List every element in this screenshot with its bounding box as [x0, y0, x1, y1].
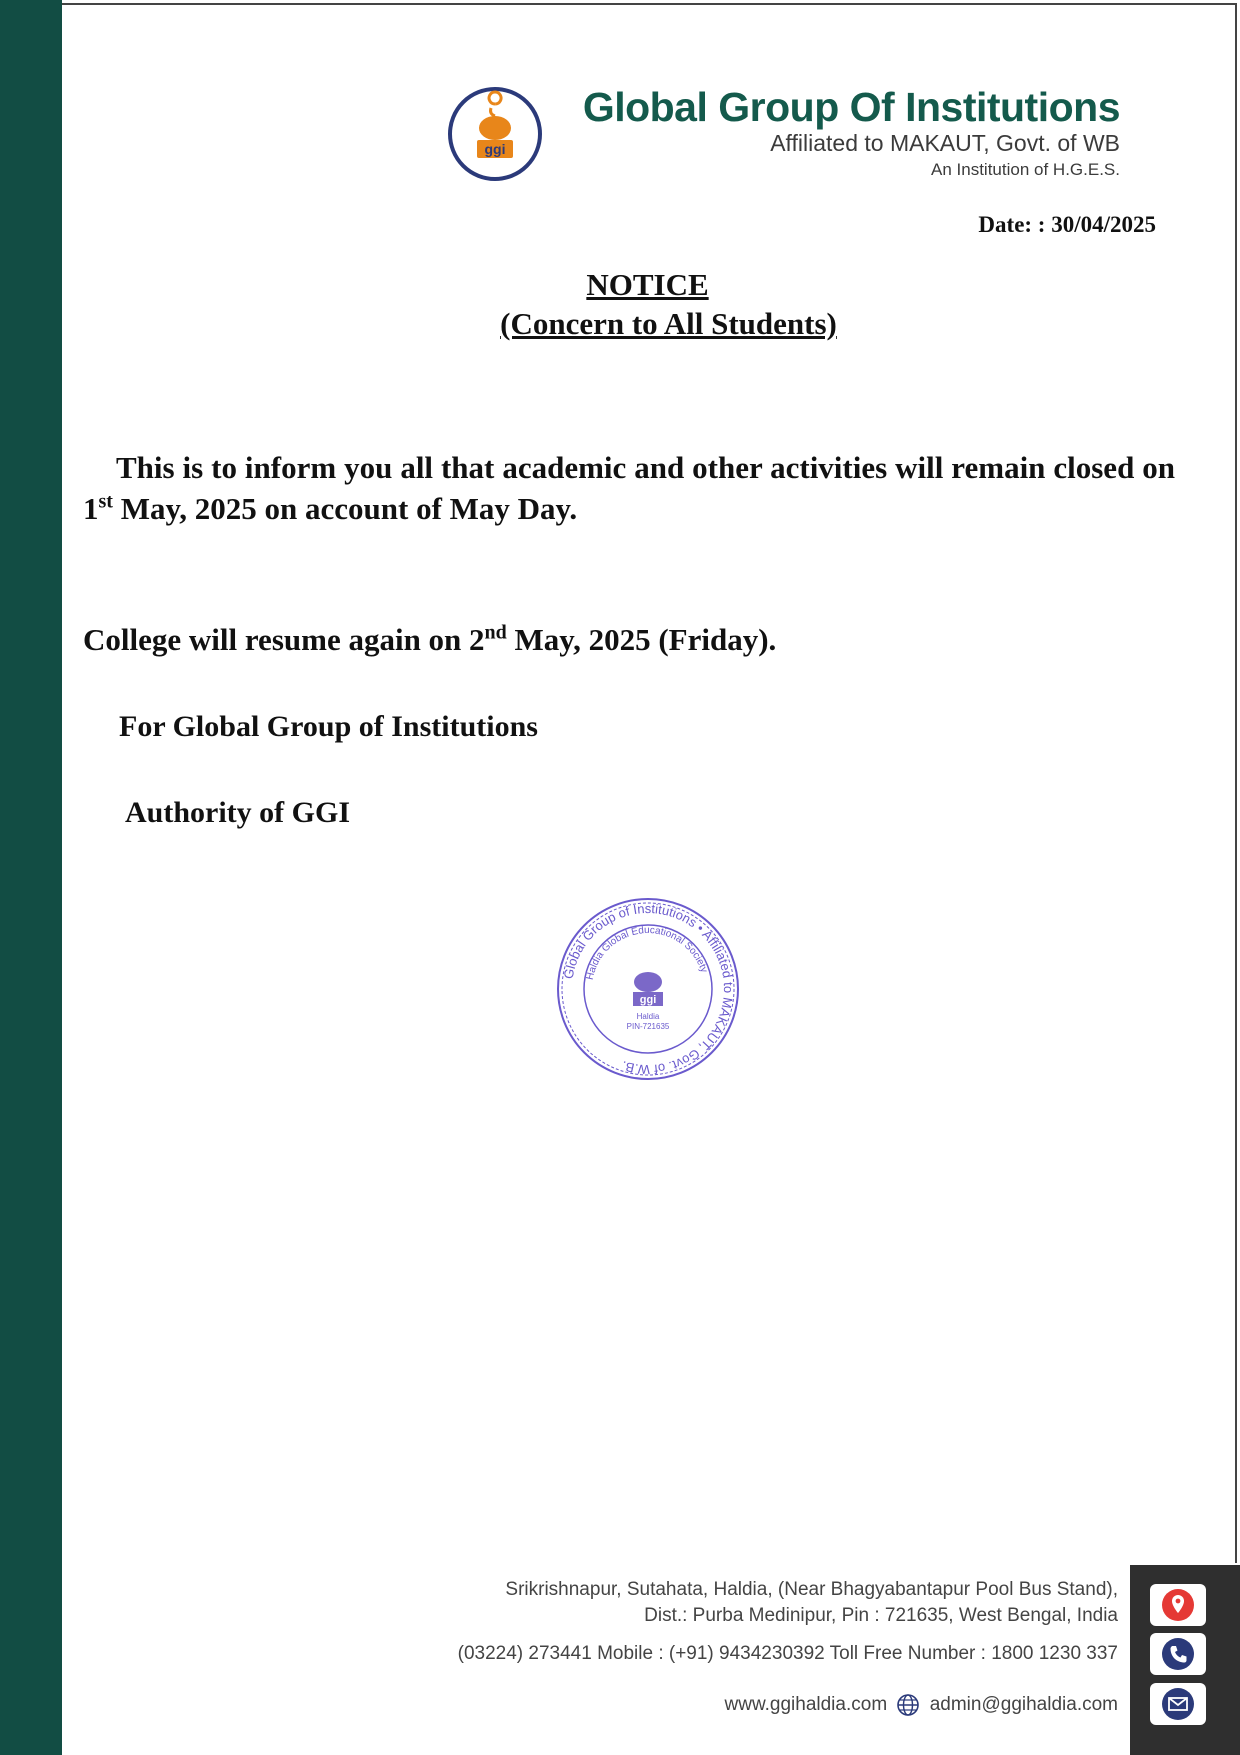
- phone-icon: [1161, 1637, 1195, 1671]
- mail-icon: [1161, 1687, 1195, 1721]
- signatory-line-1: For Global Group of Institutions: [119, 710, 538, 743]
- page-frame-top: [62, 3, 1237, 5]
- parent-org-line: An Institution of H.G.E.S.: [931, 160, 1120, 179]
- para2-text-a: College will resume again on 2: [83, 622, 485, 657]
- notice-title: NOTICE: [586, 267, 709, 302]
- institution-name: Global Group Of Institutions: [582, 84, 1120, 130]
- para1-text-b: May, 2025 on account of May Day.: [112, 491, 578, 526]
- email-button[interactable]: [1150, 1683, 1206, 1725]
- svg-text:Haldia: Haldia: [636, 1012, 660, 1021]
- signatory-line-2: Authority of GGI: [125, 796, 350, 829]
- footer-web-email: [318, 1693, 1118, 1717]
- para2-superscript: nd: [484, 621, 507, 644]
- para1-superscript: st: [98, 490, 113, 513]
- institution-stamp: [553, 894, 743, 1084]
- footer-address-line-1: Srikrishnapur, Sutahata, Haldia, (Near Bhagyabantapur Pool Bus Stand),: [505, 1579, 1118, 1600]
- phone-button[interactable]: [1150, 1633, 1206, 1675]
- svg-text:ggi: ggi: [639, 994, 657, 1006]
- notice-date: Date: : 30/04/2025: [978, 212, 1156, 237]
- notice-paragraph-2: [83, 619, 1175, 660]
- para2-text-b: May, 2025 (Friday).: [506, 622, 777, 657]
- left-color-band: [0, 0, 62, 1755]
- footer-website-link[interactable]: www.ggihaldia.com: [724, 1694, 888, 1716]
- notice-paragraph-1: [83, 447, 1175, 529]
- footer-email-link[interactable]: admin@ggihaldia.com: [929, 1694, 1118, 1716]
- globe-icon: [896, 1693, 920, 1717]
- location-button[interactable]: [1150, 1584, 1206, 1626]
- footer-address-line-2: Dist.: Purba Medinipur, Pin : 721635, West Bengal, India: [644, 1605, 1118, 1626]
- svg-text:PIN-721635: PIN-721635: [626, 1022, 670, 1031]
- page-frame-right: [1235, 3, 1237, 1563]
- para1-text-a: This is to inform you all that academic and other activities will remain closed on 1: [83, 450, 1175, 526]
- ggi-logo-emblem: [447, 86, 543, 182]
- footer-phones: (03224) 273441 Mobile : (+91) 9434230392 Toll Free Number : 1800 1230 337: [457, 1643, 1118, 1664]
- notice-subtitle: (Concern to All Students): [500, 306, 837, 341]
- logo-text: ggi: [484, 141, 506, 157]
- svg-text:Haldia Global Educational Soci: Haldia Global Educational Society: [584, 924, 710, 981]
- affiliation-line: Affiliated to MAKAUT, Govt. of WB: [770, 130, 1120, 156]
- svg-text:Global Group of Institutions •: Global Group of Institutions • Affiliated to MAKAUT, Govt. of W.B.: [560, 900, 737, 1078]
- location-pin-icon: [1161, 1588, 1195, 1622]
